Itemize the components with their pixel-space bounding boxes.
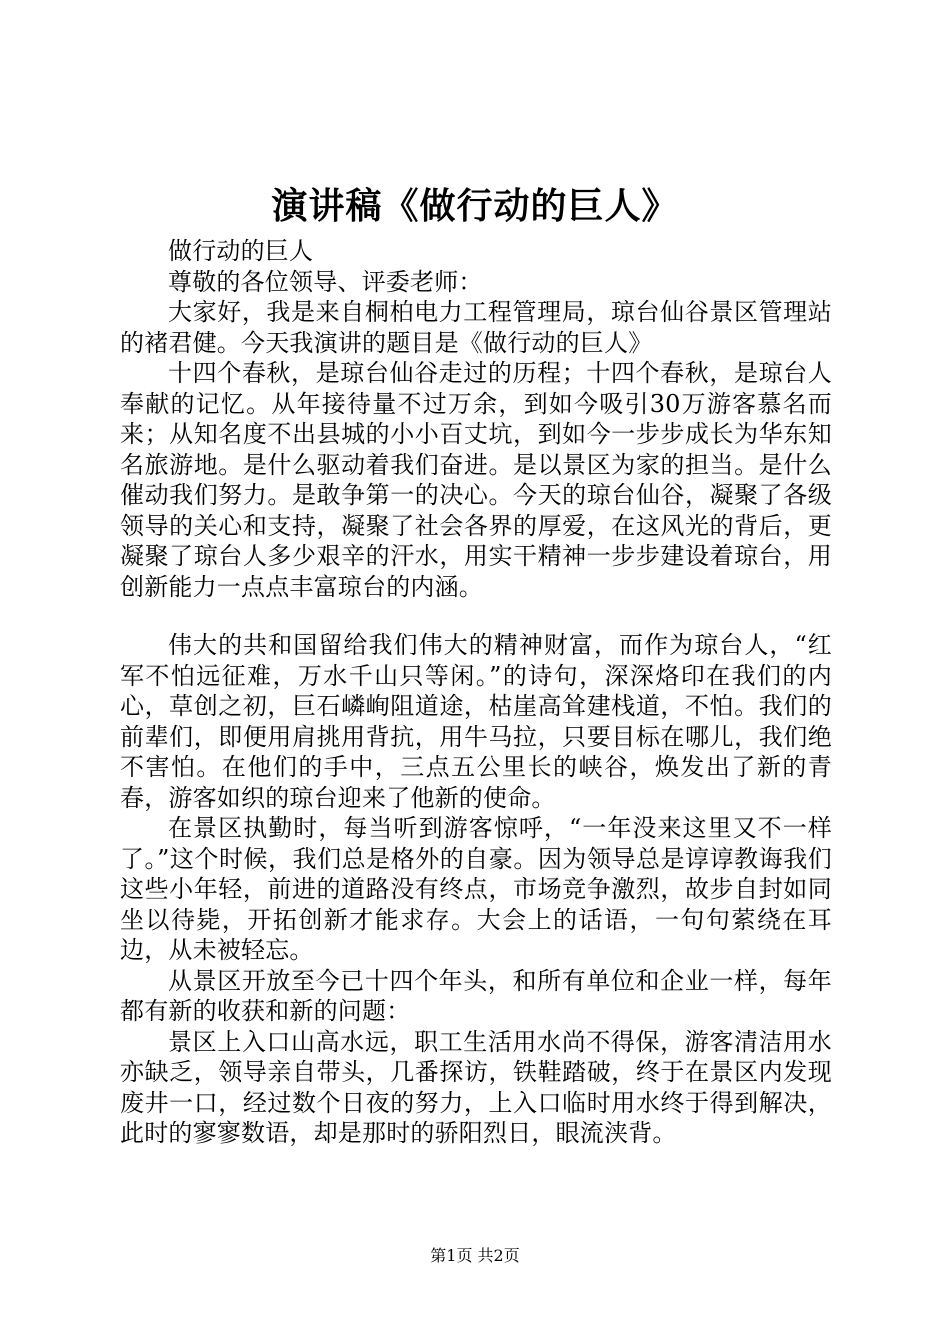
paragraph-introduction: 大家好，我是来自桐柏电力工程管理局，琼台仙谷景区管理站的褚君健。今天我演讲的题目是《做行动的巨人》 (120, 298, 832, 357)
page-footer: 第1页 共2页 (430, 1246, 520, 1265)
paragraph-spirit: 伟大的共和国留给我们伟大的精神财富，而作为琼台人，“红军不怕远征难，万水千山只等闲。”的诗句，深深烙印在我们的内心，草创之初，巨石嶙峋阻道途，枯崖高耸建栈道，不怕。我们的前辈们，即便用肩挑用背抗，用牛马拉，只要目标在哪儿，我们绝不害怕。在他们的手中，三点五公里长的峡谷，焕发出了新的青春，游客如织的琼台迎来了他新的使命。 (120, 631, 832, 812)
paragraph-water: 景区上入口山高水远，职工生活用水尚不得保，游客清洁用水亦缺乏，领导亲自带头，几番探访，铁鞋踏破，终于在景区内发现废井一口，经过数个日夜的努力，上入口临时用水终于得到解决，此时的寥寥数语，却是那时的骄阳烈日，眼流浃背。 (120, 1027, 832, 1147)
paragraph-years: 从景区开放至今已十四个年头，和所有单位和企业一样，每年都有新的收获和新的问题： (120, 966, 832, 1025)
paragraph-salutation: 尊敬的各位领导、评委老师： (168, 267, 483, 296)
document-title: 演讲稿《做行动的巨人》 (271, 185, 679, 227)
document-body (120, 236, 832, 1149)
paragraph-history: 十四个春秋，是琼台仙谷走过的历程；十四个春秋，是琼台人奉献的记忆。从年接待量不过万余，到如今吸引30万游客慕名而来；从知名度不出县城的小小百丈坑，到如今一步步成长为华东知名旅游地。是什么驱动着我们奋进。是以景区为家的担当。是什么催动我们努力。是敢争第一的决心。今天的琼台仙谷，凝聚了各级领导的关心和支持，凝聚了社会各界的厚爱，在这风光的背后，更凝聚了琼台人多少艰辛的汗水，用实干精神一步步建设着琼台，用创新能力一点点丰富琼台的内涵。 (120, 359, 832, 601)
paragraph-duty: 在景区执勤时，每当听到游客惊呼，“一年没来这里又不一样了。”这个时候，我们总是格外的自豪。因为领导总是谆谆教诲我们这些小年轻，前进的道路没有终点，市场竞争激烈，故步自封如同坐以待毙，开拓创新才能求存。大会上的话语，一句句萦绕在耳边，从未被轻忘。 (120, 814, 832, 964)
paragraph-subtitle: 做行动的巨人 (168, 237, 314, 265)
